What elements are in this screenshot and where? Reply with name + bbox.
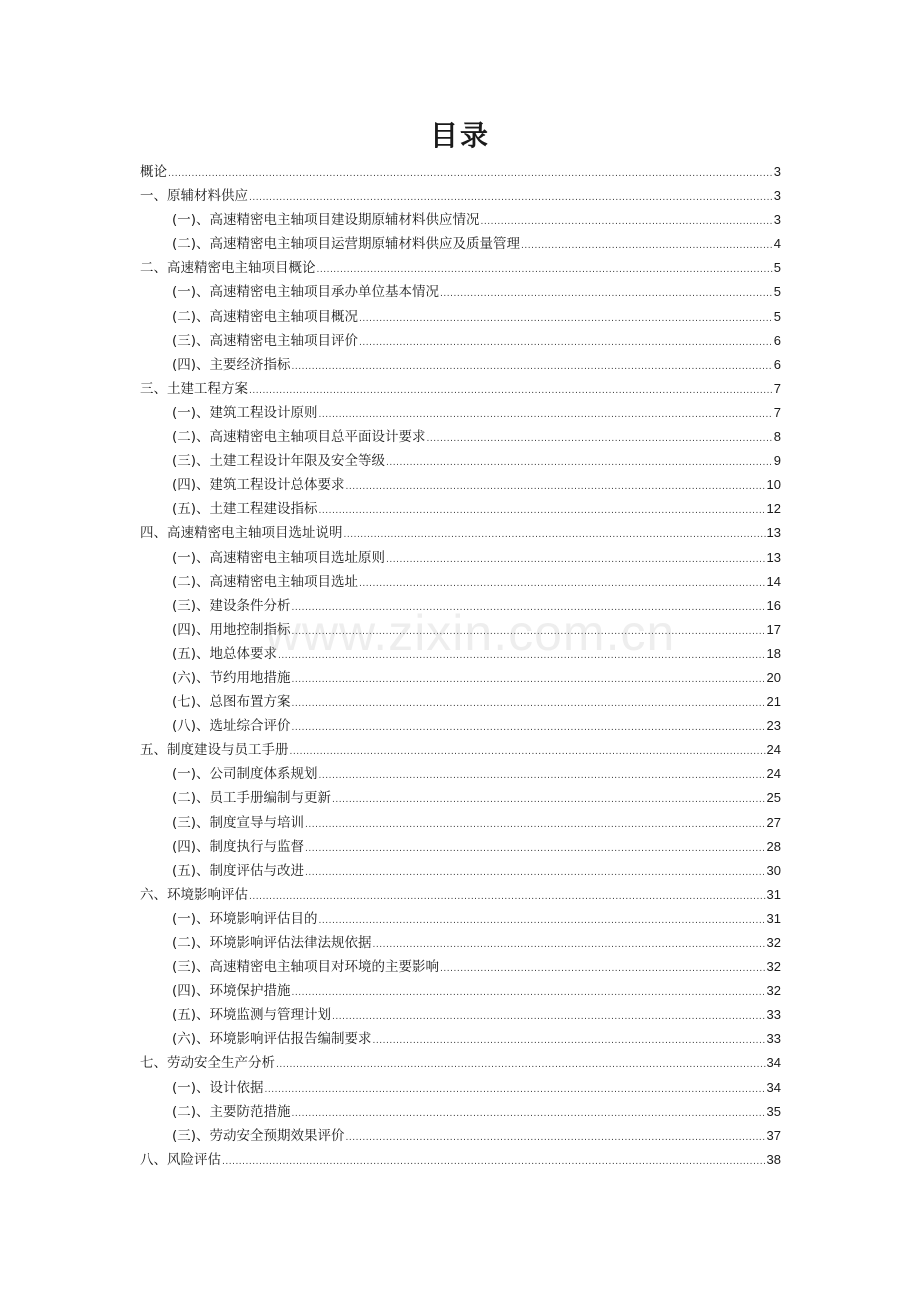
toc-entry-label: (一)、高速精密电主轴项目建设期原辅材料供应情况: [172, 212, 480, 229]
toc-entry-label: (二)、环境影响评估法律法规依据: [172, 935, 372, 951]
dot-leader: [319, 499, 766, 523]
dot-leader: [305, 861, 765, 885]
dot-leader: [481, 210, 773, 234]
toc-entry[interactable]: [140, 762, 781, 786]
toc-entry-label: (五)、制度评估与改进: [172, 862, 305, 879]
toc-entry[interactable]: [140, 1148, 781, 1172]
toc-entry-label: (一)、高速精密电主轴项目选址原则: [172, 549, 386, 566]
toc-entry-label: (二)、高速精密电主轴项目选址: [172, 573, 359, 590]
dot-leader: [359, 331, 773, 355]
toc-entry-page-number: 18: [766, 645, 781, 661]
dot-leader: [305, 837, 765, 861]
toc-entry[interactable]: [140, 1003, 781, 1027]
dot-leader: [427, 427, 773, 451]
toc-entry[interactable]: [140, 570, 781, 594]
toc-entry-page-number: 3: [773, 188, 781, 204]
toc-entry-page-number: 37: [766, 1127, 781, 1143]
toc-entry-page-number: 8: [773, 429, 781, 445]
toc-entry-label: (三)、劳动安全预期效果评价: [172, 1127, 345, 1144]
toc-entry[interactable]: [140, 305, 781, 329]
toc-entry[interactable]: [140, 1051, 781, 1075]
toc-entry-label: (七)、总图布置方案: [172, 694, 291, 711]
dot-leader: [332, 788, 765, 812]
toc-entry-label: (三)、制度宣导与培训: [172, 814, 305, 831]
dot-leader: [222, 1150, 766, 1174]
toc-entry-label: 七、劳动安全生产分析: [140, 1055, 275, 1072]
toc-entry[interactable]: [140, 690, 781, 714]
toc-entry[interactable]: [140, 546, 781, 570]
toc-entry-page-number: 12: [766, 501, 781, 517]
dot-leader: [290, 740, 766, 764]
dot-leader: [319, 764, 766, 788]
toc-entry[interactable]: [140, 1027, 781, 1051]
dot-leader: [292, 620, 766, 644]
toc-entry-page-number: 32: [766, 935, 781, 950]
toc-entry[interactable]: [140, 618, 781, 642]
dot-leader: [292, 668, 766, 692]
toc-entry[interactable]: [140, 642, 781, 666]
toc-entry[interactable]: [140, 859, 781, 883]
dot-leader: [346, 1126, 766, 1150]
toc-entry[interactable]: [140, 473, 781, 497]
toc-entry-label: 四、高速精密电主轴项目选址说明: [140, 525, 343, 542]
dot-leader: [346, 475, 766, 499]
dot-leader: [344, 523, 766, 547]
dot-leader: [292, 355, 773, 379]
dot-leader: [292, 596, 766, 620]
dot-leader: [373, 1029, 766, 1053]
toc-entry-label: (一)、公司制度体系规划: [172, 766, 318, 783]
dot-leader: [359, 307, 773, 331]
toc-entry-page-number: 23: [766, 718, 781, 734]
toc-entry-page-number: 5: [773, 284, 781, 300]
toc-entry[interactable]: [140, 208, 781, 232]
toc-entry-label: (四)、建筑工程设计总体要求: [172, 477, 345, 494]
toc-entry-label: (一)、环境影响评估目的: [172, 910, 318, 927]
dot-leader: [319, 403, 773, 427]
toc-entry-page-number: 3: [773, 164, 781, 179]
toc-entry-page-number: 13: [766, 525, 781, 541]
toc-entry[interactable]: [140, 401, 781, 425]
toc-entry-page-number: 4: [773, 236, 781, 252]
toc-entry-label: (三)、土建工程设计年限及安全等级: [172, 453, 386, 470]
toc-entry[interactable]: [140, 329, 781, 353]
toc-entry-page-number: 25: [766, 790, 781, 806]
toc-entry[interactable]: [140, 184, 781, 208]
dot-leader: [292, 692, 766, 716]
toc-entry-label: (一)、设计依据: [172, 1079, 264, 1096]
toc-entry-page-number: 24: [766, 766, 781, 782]
toc-entry-page-number: 34: [766, 1055, 781, 1071]
toc-entry-page-number: 13: [766, 549, 781, 565]
toc-entry-page-number: 38: [766, 1151, 781, 1167]
toc-entry-page-number: 7: [773, 380, 781, 396]
dot-leader: [292, 981, 766, 1005]
toc-entry-label: (一)、高速精密电主轴项目承办单位基本情况: [172, 284, 440, 301]
toc-entry-page-number: 5: [773, 308, 781, 324]
dot-leader: [440, 957, 765, 981]
toc-entry-label: (一)、建筑工程设计原则: [172, 404, 318, 421]
toc-entry[interactable]: [140, 666, 781, 690]
dot-leader: [319, 909, 766, 933]
toc-entry-page-number: 14: [766, 573, 781, 589]
toc-entry[interactable]: [140, 955, 781, 979]
toc-entry[interactable]: [140, 425, 781, 449]
toc-entry-label: 五、制度建设与员工手册: [140, 742, 289, 759]
page-title: 目录: [429, 119, 490, 152]
toc-entry-page-number: 7: [773, 404, 781, 420]
dot-leader: [249, 885, 766, 909]
toc-entry-page-number: 10: [766, 477, 781, 493]
dot-leader: [386, 451, 773, 475]
toc-entry-page-number: 33: [766, 1007, 781, 1023]
toc-entry[interactable]: [140, 160, 781, 184]
toc-entry[interactable]: [140, 521, 781, 545]
dot-leader: [373, 933, 766, 957]
toc-entry[interactable]: [140, 786, 781, 810]
toc-entry-label: (四)、环境保护措施: [172, 983, 291, 1000]
toc-entry[interactable]: [140, 1100, 781, 1124]
table-of-contents: [140, 160, 781, 1172]
toc-entry-label: 一、原辅材料供应: [140, 188, 248, 205]
toc-entry-page-number: 3: [773, 212, 781, 228]
toc-entry-label: 三、土建工程方案: [140, 380, 248, 397]
toc-entry-page-number: 20: [766, 669, 781, 685]
toc-entry-page-number: 5: [773, 260, 781, 276]
toc-entry-page-number: 32: [766, 959, 781, 975]
toc-entry-label: (五)、地总体要求: [172, 645, 278, 662]
toc-entry-page-number: 33: [766, 1031, 781, 1047]
dot-leader: [276, 1053, 766, 1077]
toc-entry[interactable]: [140, 256, 781, 280]
toc-entry[interactable]: [140, 353, 781, 377]
dot-leader: [521, 234, 773, 258]
toc-entry-label: 概论: [140, 164, 167, 180]
dot-leader: [249, 379, 773, 403]
dot-leader: [386, 548, 765, 572]
toc-entry-label: (二)、高速精密电主轴项目运营期原辅材料供应及质量管理: [172, 236, 521, 253]
toc-entry-label: (二)、主要防范措施: [172, 1103, 291, 1120]
dot-leader: [292, 1102, 766, 1126]
toc-entry[interactable]: [140, 907, 781, 931]
toc-entry-page-number: 24: [766, 742, 781, 758]
toc-entry[interactable]: [140, 1124, 781, 1148]
toc-entry[interactable]: [140, 377, 781, 401]
toc-entry[interactable]: [140, 1076, 781, 1100]
dot-leader: [168, 162, 773, 186]
toc-entry-label: (四)、制度执行与监督: [172, 838, 305, 855]
toc-entry-page-number: 16: [766, 597, 781, 613]
watermark: www.zixin.com.cn: [264, 605, 676, 661]
toc-entry-label: (六)、环境影响评估报告编制要求: [172, 1031, 372, 1048]
toc-entry-label: (二)、高速精密电主轴项目概况: [172, 308, 359, 325]
dot-leader: [292, 716, 766, 740]
toc-entry-label: (六)、节约用地措施: [172, 669, 291, 686]
toc-entry-label: (二)、高速精密电主轴项目总平面设计要求: [172, 429, 426, 446]
dot-leader: [359, 572, 765, 596]
toc-entry-label: (三)、高速精密电主轴项目对环境的主要影响: [172, 959, 440, 976]
toc-entry-page-number: 31: [766, 910, 781, 926]
dot-leader: [332, 1005, 765, 1029]
dot-leader: [317, 258, 773, 282]
toc-entry[interactable]: [140, 979, 781, 1003]
toc-entry-page-number: 17: [766, 621, 781, 637]
toc-entry-label: (三)、建设条件分析: [172, 597, 291, 614]
toc-entry-page-number: 27: [766, 814, 781, 830]
toc-entry[interactable]: [140, 497, 781, 521]
toc-entry-label: (五)、环境监测与管理计划: [172, 1007, 332, 1024]
toc-entry-page-number: 35: [766, 1103, 781, 1119]
toc-entry-page-number: 21: [766, 694, 781, 710]
dot-leader: [249, 186, 773, 210]
toc-entry-page-number: 32: [766, 983, 781, 999]
dot-leader: [278, 644, 765, 668]
toc-entry-label: 六、环境影响评估: [140, 886, 248, 903]
toc-entry-page-number: 28: [766, 838, 781, 854]
dot-leader: [305, 813, 765, 837]
toc-entry-label: 八、风险评估: [140, 1151, 221, 1168]
toc-entry[interactable]: [140, 449, 781, 473]
toc-entry[interactable]: [140, 232, 781, 256]
toc-entry-page-number: 34: [766, 1079, 781, 1095]
toc-entry-page-number: 31: [766, 886, 781, 902]
dot-leader: [440, 282, 773, 306]
toc-entry[interactable]: [140, 280, 781, 304]
toc-entry-page-number: 6: [773, 332, 781, 348]
toc-entry-label: (三)、高速精密电主轴项目评价: [172, 332, 359, 349]
toc-entry-label: 二、高速精密电主轴项目概论: [140, 260, 316, 277]
toc-entry-label: (四)、主要经济指标: [172, 356, 291, 373]
toc-entry[interactable]: [140, 594, 781, 618]
dot-leader: [265, 1078, 766, 1102]
toc-entry-label: (五)、土建工程建设指标: [172, 501, 318, 518]
toc-entry-label: (二)、员工手册编制与更新: [172, 790, 332, 807]
toc-entry[interactable]: [140, 738, 781, 762]
toc-entry[interactable]: [140, 883, 781, 907]
toc-entry[interactable]: [140, 931, 781, 955]
toc-entry-page-number: 6: [773, 356, 781, 372]
toc-entry[interactable]: [140, 714, 781, 738]
toc-entry-page-number: 30: [766, 862, 781, 878]
toc-entry-label: (八)、选址综合评价: [172, 718, 291, 735]
toc-entry[interactable]: [140, 835, 781, 859]
toc-entry-label: (四)、用地控制指标: [172, 621, 291, 638]
toc-entry[interactable]: [140, 811, 781, 835]
toc-entry-page-number: 9: [773, 453, 781, 469]
